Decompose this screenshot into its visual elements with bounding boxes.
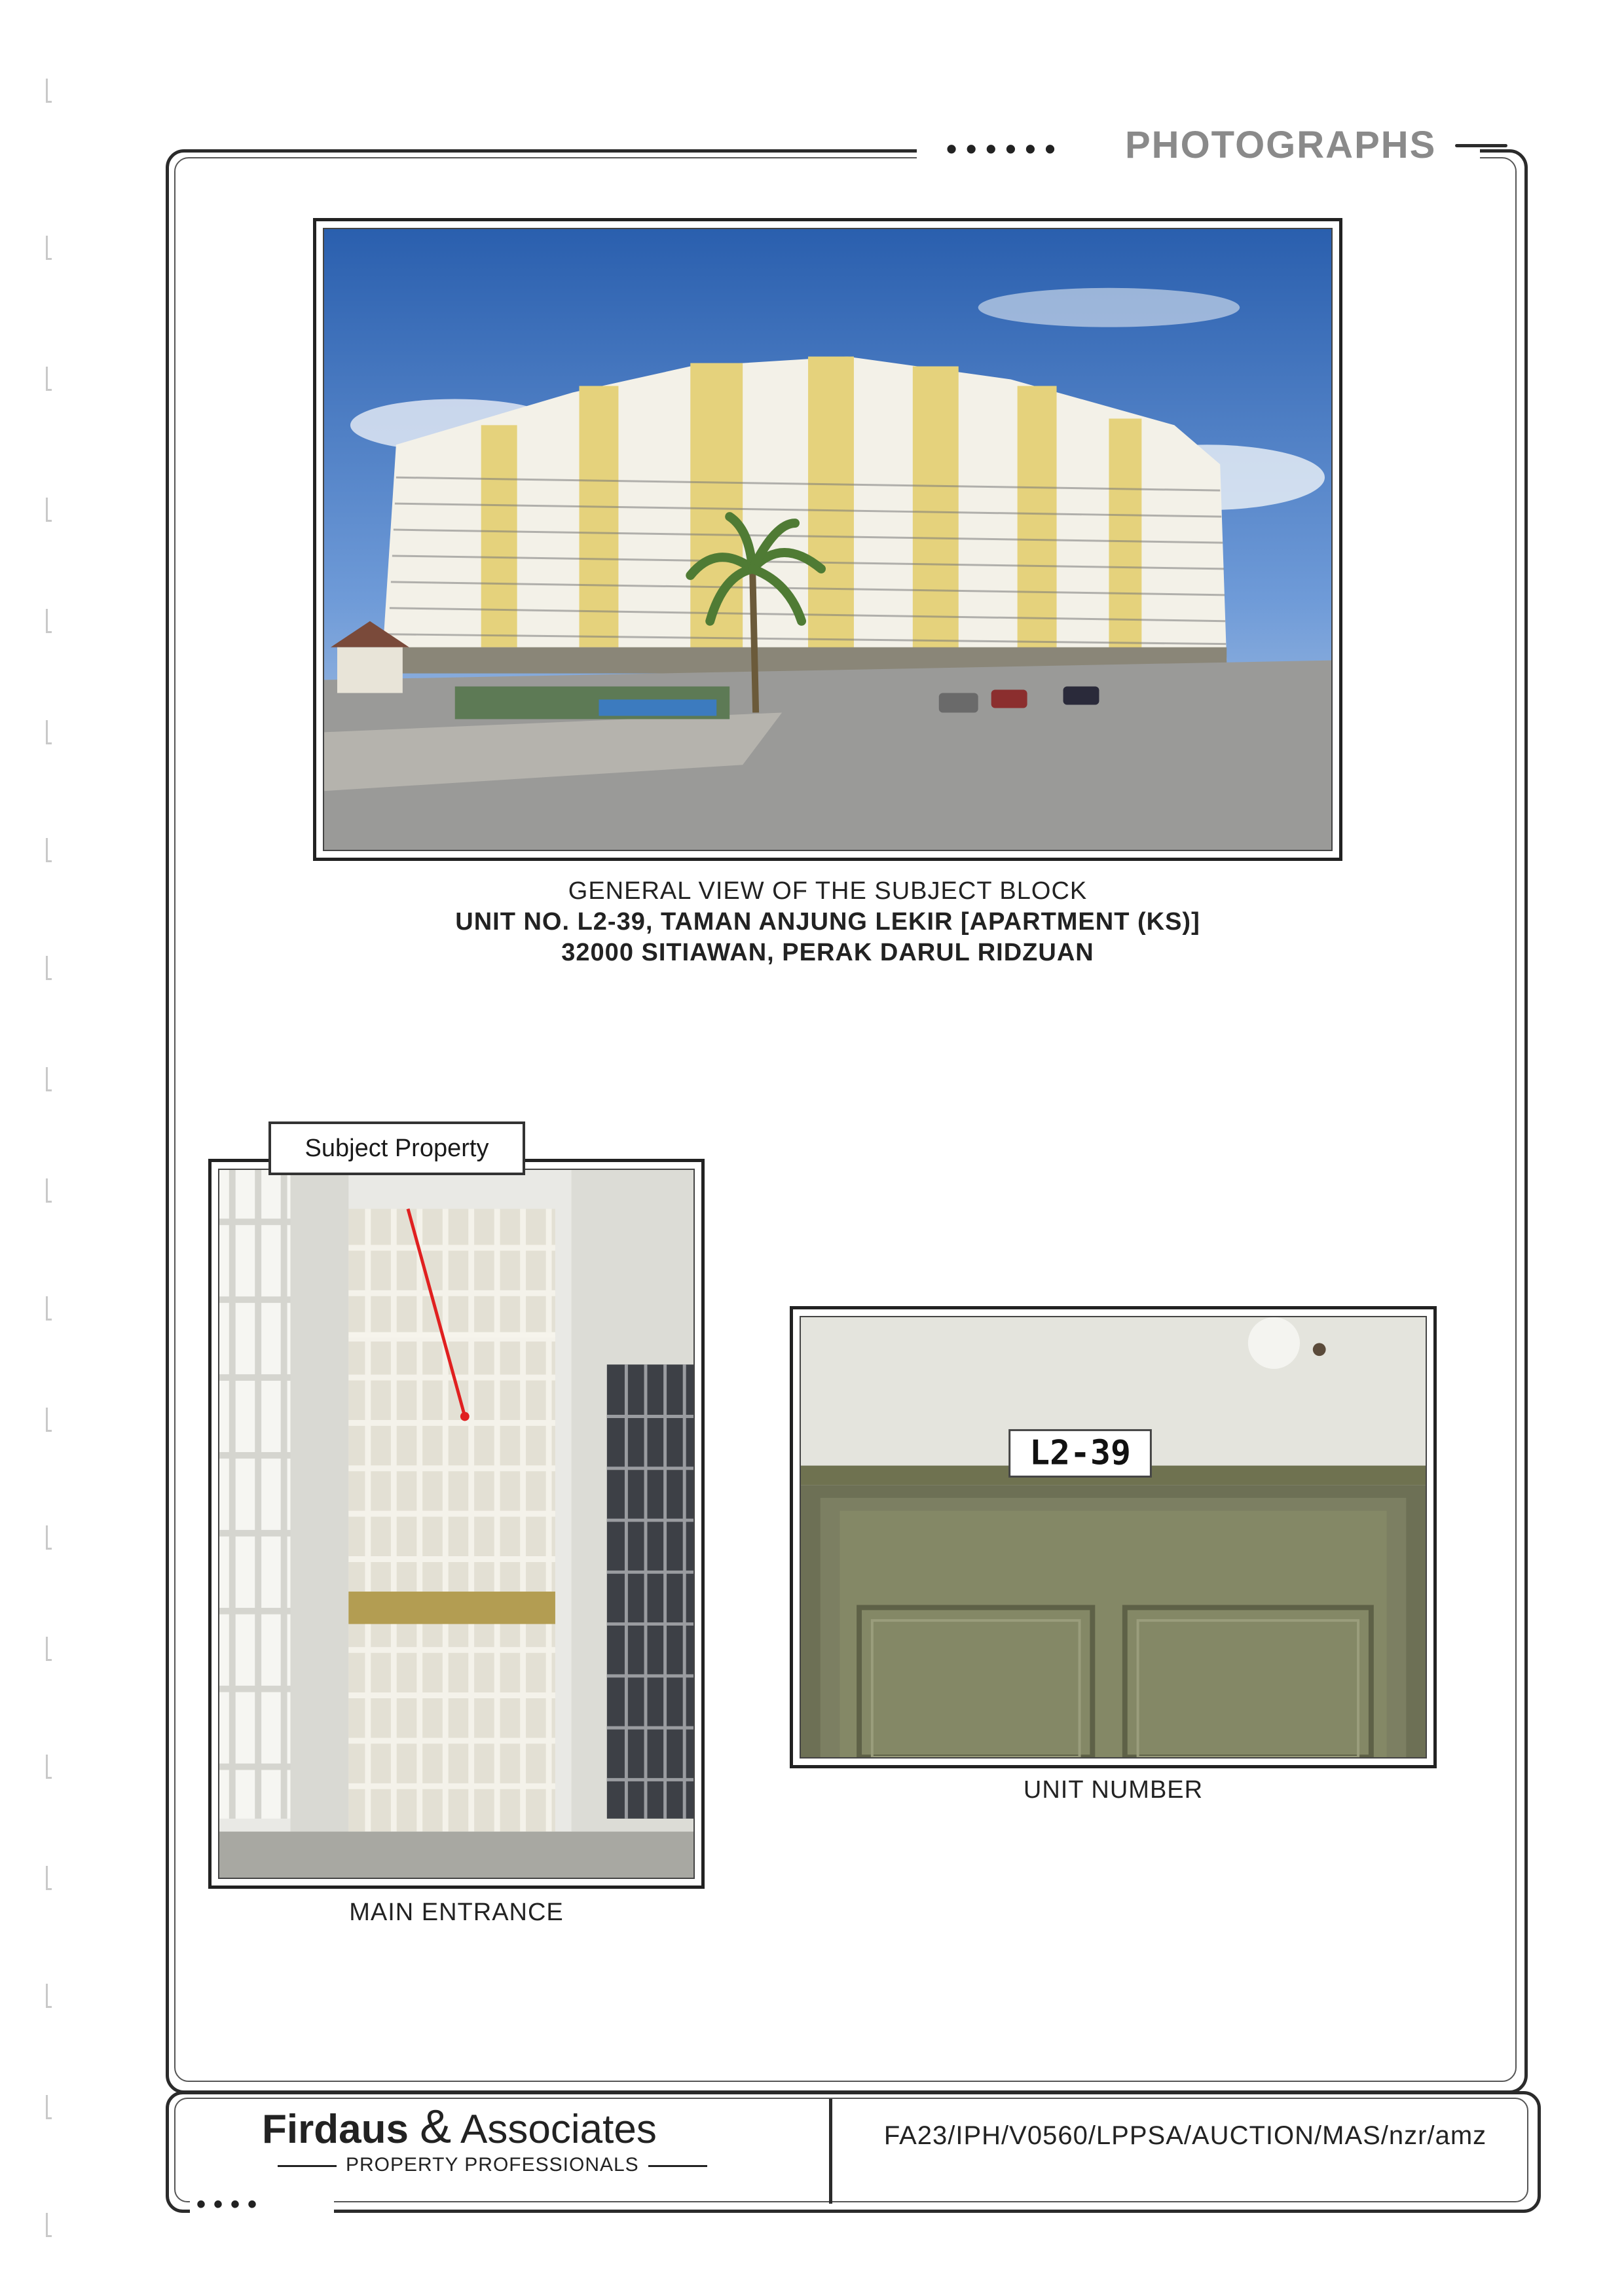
company-tagline-text: PROPERTY PROFESSIONALS [346, 2154, 639, 2176]
company-name-amp: & [420, 2101, 452, 2153]
unit-plate-text: L2-39 [1029, 1433, 1131, 1473]
footer-divider [829, 2099, 832, 2204]
company-name-rest: Associates [460, 2107, 657, 2152]
block-caption-line3: 32000 SITIAWAN, PERAK DARUL RIDZUAN [561, 939, 1094, 966]
header-dots: •••••• [946, 132, 1065, 166]
block-caption-line2: UNIT NO. L2-39, TAMAN ANJUNG LEKIR [APARTMENT (KS)] [455, 908, 1200, 936]
company-logo [262, 2100, 657, 2154]
unit-number-caption: UNIT NUMBER [1023, 1776, 1204, 1804]
company-name-bold: Firdaus [262, 2107, 409, 2152]
company-tagline [268, 2154, 716, 2176]
block-caption-line1: GENERAL VIEW OF THE SUBJECT BLOCK [568, 877, 1088, 905]
block-photo [313, 218, 1342, 861]
block-caption [313, 877, 1342, 967]
subject-property-tag: Subject Property [268, 1121, 525, 1175]
entrance-photo [208, 1159, 705, 1889]
unit-number-photo [790, 1306, 1437, 1768]
block-photo-image [323, 228, 1333, 851]
page-title: PHOTOGRAPHS [1125, 124, 1437, 166]
footer-dots: •••• [196, 2190, 265, 2219]
entrance-caption: MAIN ENTRANCE [349, 1899, 564, 1926]
header-line [1455, 144, 1507, 147]
entrance-photo-image [218, 1169, 695, 1879]
reference-number: FA23/IPH/V0560/LPPSA/AUCTION/MAS/nzr/amz [883, 2121, 1487, 2150]
unit-number-photo-image [800, 1316, 1427, 1758]
